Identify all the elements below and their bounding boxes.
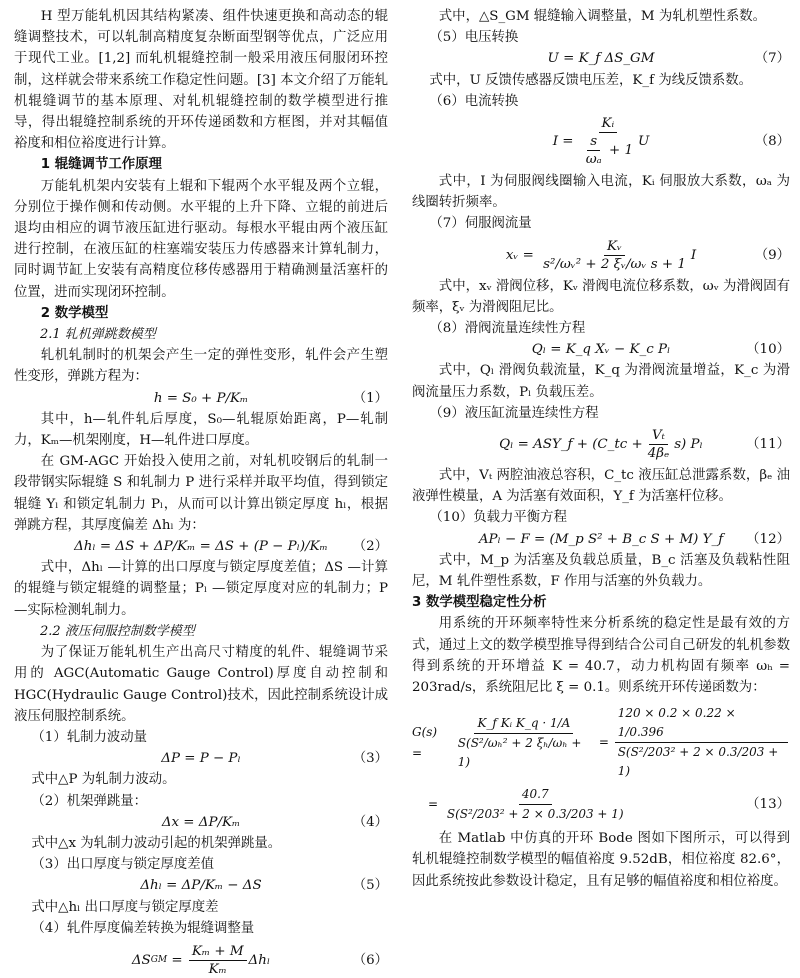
- equation-1-description: 其中，h—轧件轧后厚度，S₀—轧辊原始距离，P—轧制力，Kₘ—机架刚度，H—轧件进口厚度。: [14, 411, 388, 449]
- left-column: [14, 6, 388, 978]
- gm-agc-paragraph: 在 GM-AGC 开始投入使用之前，对轧机咬钢后的轧制一段带钢实际辊缝 S 和轧制力 P 进行采样并取平均值，得到锁定辊缝 Yₗ 和锁定轧制力 Pₗ，从而可以计算出锁定厚度 hₗ，根据弹跳方程，其厚度偏差 Δhₗ 为：: [14, 454, 388, 533]
- equation-6-description: 式中，△S_GM 辊缝输入调整量，M 为轧机塑性系数。: [438, 9, 767, 24]
- equation-11-description: 式中，Vₜ 两腔油液总容积，C_tc 液压缸总泄露系数，βₑ 油液弹性模量，A 为活塞有效面积，Y_f 为活塞杆位移。: [412, 468, 790, 505]
- equation-11: Qₗ = ASY_f + (C_tc + $\frac{\text{Vₜ}}{\text{4βₑ}}$ s) Pₗ （11）: [499, 428, 790, 462]
- equation-8: I = Kᵢ $\frac{s}{\text{ωₐ}}$ + 1 U （8）: [552, 116, 790, 168]
- equation-10: Qₗ = K_q Xᵥ − K_c Pₗ （10）: [531, 342, 790, 358]
- equation-3-description: 式中△P 为轧制力波动。: [31, 772, 176, 788]
- equation-7: U = K_f ΔS_GM （7）: [547, 51, 790, 67]
- equation-5: Δhₗ = ΔP/Kₘ − ΔS （5）: [140, 878, 388, 894]
- section-1-text: 万能轧机架内安装有上辊和下辊两个水平辊及两个立辊，分别位于操作侧和传动侧。水平辊的上升下降、立辊的前进后退均由相应的调节液压缸进行驱动。每根水平辊由两个液压缸进行控制，在液压缸的柱塞端安装压力传感器来计算轧制力，同时调节缸上安装有高精度位移传感器用于精确测量活塞杆的位置，进而实现闭环控制。: [14, 178, 388, 300]
- item-8: （8）滑阀流量连续性方程: [429, 321, 586, 337]
- item-2: （2）机架弹跳量：: [31, 793, 148, 809]
- equation-13-line-1: G(s) = $\frac{\text{K\_f Kᵢ K\_q · 1/A}}{\text{S(S²/ωₕ² + 2 ξₕ/ωₕ + 1)}}$ = 120 × 0.2 × 0.22 × 1/0.396 S(S²/203² + 2 × 0.3/203 + 1): [412, 704, 790, 781]
- equation-10-description: 式中，Qₗ 滑阀负载流量，K_q 为滑阀流量增益，K_c 为滑阀流量压力系数，Pₗ 负载压差。: [412, 363, 790, 400]
- equation-7-description: 式中，U 反馈传感器反馈电压差，K_f 为线反馈系数。: [429, 72, 753, 88]
- section-2-1-title: 2.1 轧机弹跳数模型: [40, 327, 156, 343]
- section-2-1-text: 轧机轧制时的机架会产生一定的弹性变形，轧件会产生塑性变形，弹跳方程为：: [14, 348, 388, 385]
- section-3-title: 3 数学模型稳定性分析: [412, 595, 547, 611]
- equation-13-line-2: = 40.7 S(S²/203² + 2 × 0.3/203 + 1) （13）: [428, 787, 790, 822]
- item-5: （5）电压转换: [429, 30, 519, 46]
- item-10: （10）负载力平衡方程: [429, 510, 567, 526]
- equation-3: ΔP = P − Pₗ （3）: [161, 751, 388, 767]
- conclusion-paragraph: 在 Matlab 中仿真的开环 Bode 图如下图所示，可以得到轧机辊缝控制数学模型的幅值裕度 9.52dB，相位裕度 82.6°，因此系统按此参数设计稳定，且有足够的幅值裕度和相位裕度。: [412, 831, 790, 889]
- equation-9: xᵥ = $\frac{\text{Kᵥ}}{\text{s²/ωᵥ² + 2 ξᵥ/ωᵥ s + 1}}$ I （9）: [505, 238, 790, 272]
- item-1: （1）轧制力波动量: [31, 729, 148, 745]
- item-3: （3）出口厚度与锁定厚度差值: [31, 857, 215, 873]
- section-2-2-title: 2.2 液压伺服控制数学模型: [40, 623, 195, 639]
- section-2-2-text: 为了保证万能轧机生产出高尺寸精度的轧件、辊缝调节采用的 AGC(Automatic Gauge Control)厚度自动控制和 HGC(Hydraulic Gauge Control)技术，因此控制系统设计成液压伺服控制系统。: [14, 645, 389, 724]
- section-1-title: 1 辊缝调节工作原理: [40, 157, 162, 173]
- equation-8-description: 式中，I 为伺服阀线圈输入电流，Kᵢ 伺服放大系数，ωₐ 为线圈转折频率。: [412, 174, 790, 211]
- right-column: [412, 6, 790, 892]
- item-4: （4）轧件厚度偏差转换为辊缝调整量: [31, 920, 255, 936]
- section-2-title: 2 数学模型: [40, 305, 109, 321]
- intro-paragraph: H 型万能轧机因其结构紧凑、组件快速更换和高动态的辊缝调整技术，可以轧制高精度复杂断面型钢等优点，广泛应用于现代工业。[1,2] 而轧机辊缝控制一般采用液压伺服闭环控制，这样就会带来系统工作稳定性问题。[3] 本文介绍了万能轧机辊缝调节的基本原理、对轧机辊缝控制的数学模型进行推导，得出辊缝控制系统的开环传递函数和方框图，并对其幅值裕度和相位裕度进行计算。: [14, 9, 388, 152]
- equation-5-description: 式中△hₗ 出口厚度与锁定厚度差: [31, 899, 219, 915]
- item-7: （7）伺服阀流量: [429, 216, 532, 232]
- equation-12-description: 式中，M_p 为活塞及负载总质量，B_c 活塞及负载粘性阻尼，M 轧件塑性系数，F 作用与活塞的外负载力。: [412, 552, 790, 590]
- item-9: （9）液压缸流量连续性方程: [429, 405, 599, 421]
- equation-2-description: 式中，Δhₗ —计算的出口厚度与锁定厚度差值；ΔS —计算的辊缝与锁定辊缝的调整量；Pₗ —锁定厚度对应的轧制力；P —实际检测轧制力。: [14, 560, 388, 618]
- equation-9-description: 式中，xᵥ 滑阀位移，Kᵥ 滑阀电流位移系数，ωᵥ 为滑阀固有频率，ξᵥ 为滑阀阻尼比。: [412, 278, 790, 315]
- equation-1: h = S₀ + P/Kₘ （1）: [153, 390, 388, 406]
- equation-2: Δhₗ = ΔS + ΔP/Kₘ = ΔS + (P − Pₗ)/Kₘ （2）: [74, 539, 388, 555]
- equation-4-description: 式中△x 为轧制力波动引起的机架弹跳量。: [31, 835, 282, 851]
- equation-6: ΔS GM = Kₘ + M Kₘ Δhₗ （6）: [131, 943, 388, 977]
- equation-12: APₗ − F = (M_p S² + B_c S + M) Y_f （12）: [478, 531, 790, 547]
- equation-4: Δx = ΔP/Kₘ （4）: [161, 814, 388, 830]
- section-3-text: 用系统的开环频率特性来分析系统的稳定性是最有效的方式，通过上文的数学模型推导得到结合公司自己研发的轧机参数得到系统的开环增益 K = 40.7，动力机构固有频率 ωₕ = 203rad/s，系统阻尼比 ξ = 0.1。则系统开环传递函数为：: [412, 616, 790, 696]
- item-6: （6）电流转换: [429, 93, 519, 109]
